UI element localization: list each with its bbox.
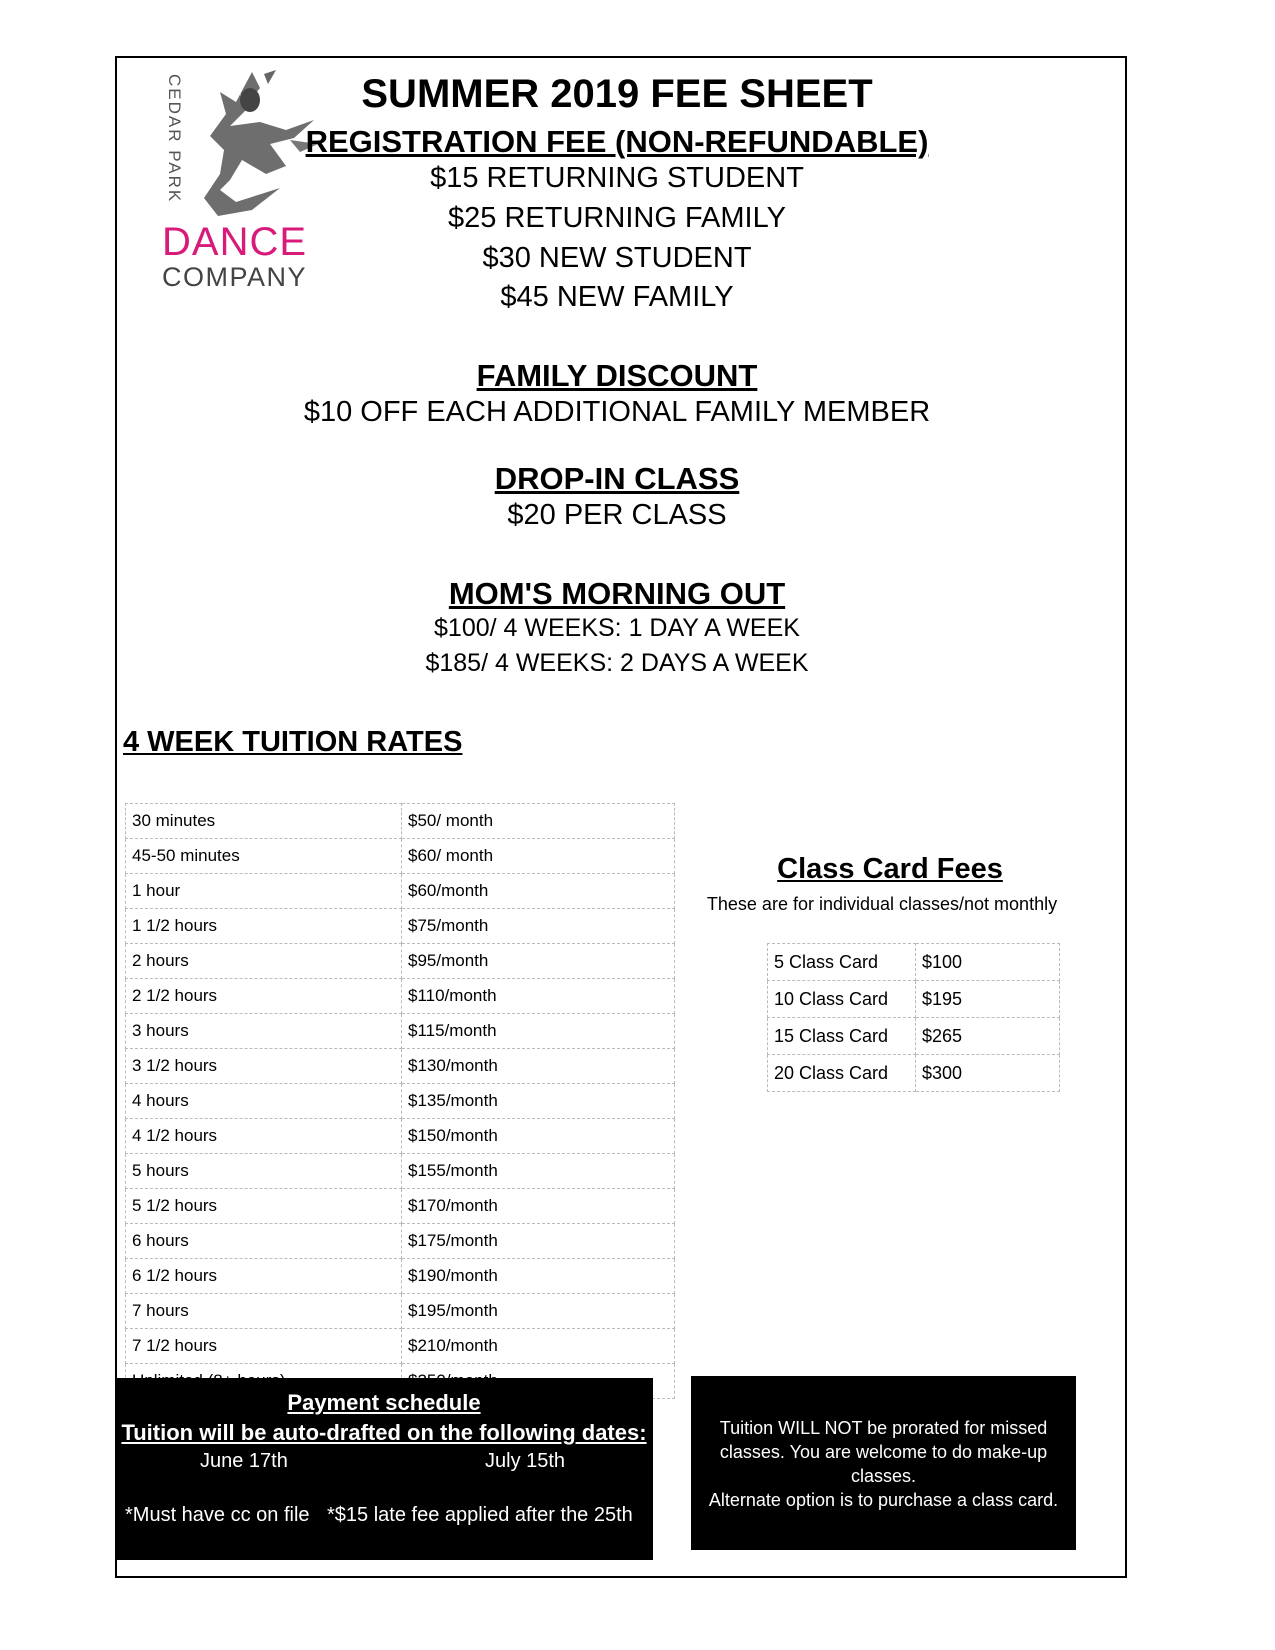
class-card-table (767, 943, 1060, 1092)
payment-heading: Payment schedule (287, 1390, 481, 1415)
tuition-table (125, 803, 675, 1399)
registration-line: $30 NEW STUDENT (482, 242, 752, 274)
row-price: $265 (916, 1018, 1060, 1055)
drop-in-heading: DROP-IN CLASS (494, 461, 740, 496)
row-price: $50/ month (402, 804, 675, 839)
registration-line: $15 RETURNING STUDENT (430, 162, 804, 194)
row-price: $155/month (402, 1154, 675, 1189)
fee-sheet (115, 56, 1127, 1578)
moms-morning-line: $185/ 4 WEEKS: 2 DAYS A WEEK (425, 649, 809, 677)
row-label: 2 hours (126, 944, 402, 979)
row-price: $170/month (402, 1189, 675, 1224)
tuition-row (126, 1154, 675, 1189)
row-label: 6 hours (126, 1224, 402, 1259)
payment-note: *Must have cc on file (125, 1504, 310, 1526)
logo-company-text: COMPANY (162, 262, 308, 292)
row-price: $95/month (402, 944, 675, 979)
row-label: 6 1/2 hours (126, 1259, 402, 1294)
row-price: $150/month (402, 1119, 675, 1154)
tuition-row (126, 839, 675, 874)
row-price: $135/month (402, 1084, 675, 1119)
row-label: 1 hour (126, 874, 402, 909)
row-price: $60/month (402, 874, 675, 909)
row-price: $210/month (402, 1329, 675, 1364)
row-label: 5 hours (126, 1154, 402, 1189)
payment-date: July 15th (485, 1450, 566, 1472)
tuition-row (126, 1329, 675, 1364)
tuition-row (126, 1224, 675, 1259)
moms-morning-line: $100/ 4 WEEKS: 1 DAY A WEEK (434, 614, 800, 642)
row-label: 10 Class Card (768, 981, 916, 1018)
class-card-row (768, 981, 1060, 1018)
drop-in-text: $20 PER CLASS (507, 499, 727, 531)
family-discount-text: $10 OFF EACH ADDITIONAL FAMILY MEMBER (303, 396, 931, 428)
row-label: 7 hours (126, 1294, 402, 1329)
proration-note-box (691, 1376, 1076, 1550)
tuition-row (126, 1014, 675, 1049)
tuition-row (126, 1189, 675, 1224)
row-label: 1 1/2 hours (126, 909, 402, 944)
row-price: $195 (916, 981, 1060, 1018)
page-title: SUMMER 2019 FEE SHEET (361, 72, 873, 116)
tuition-row (126, 874, 675, 909)
row-price: $100 (916, 944, 1060, 981)
row-label: 2 1/2 hours (126, 979, 402, 1014)
class-card-row (768, 1055, 1060, 1092)
row-label: 15 Class Card (768, 1018, 916, 1055)
row-label: 5 1/2 hours (126, 1189, 402, 1224)
class-card-row (768, 1018, 1060, 1055)
registration-line: $25 RETURNING FAMILY (448, 202, 786, 234)
class-card-heading: Class Card Fees (777, 853, 1003, 885)
family-discount-heading: FAMILY DISCOUNT (476, 358, 758, 393)
proration-note: Tuition WILL NOT be prorated for missed classes. You are welcome to do make-up classes. Alternate option is to purchase a class card. (708, 1418, 1059, 1510)
row-label: 7 1/2 hours (126, 1329, 402, 1364)
row-label: 30 minutes (126, 804, 402, 839)
registration-line: $45 NEW FAMILY (500, 281, 734, 313)
tuition-row (126, 1084, 675, 1119)
row-label: 4 1/2 hours (126, 1119, 402, 1154)
row-price: $130/month (402, 1049, 675, 1084)
tuition-row (126, 1119, 675, 1154)
row-label: 45-50 minutes (126, 839, 402, 874)
row-price: $195/month (402, 1294, 675, 1329)
row-label: 3 hours (126, 1014, 402, 1049)
payment-note: *$15 late fee applied after the 25th (327, 1504, 633, 1526)
row-price: $110/month (402, 979, 675, 1014)
tuition-heading: 4 WEEK TUITION RATES (123, 726, 463, 758)
payment-schedule-box (115, 1378, 653, 1560)
row-price: $115/month (402, 1014, 675, 1049)
row-label: 20 Class Card (768, 1055, 916, 1092)
row-label: 3 1/2 hours (126, 1049, 402, 1084)
row-price: $190/month (402, 1259, 675, 1294)
class-card-subheading: These are for individual classes/not monthly (706, 894, 1058, 914)
row-price: $75/month (402, 909, 675, 944)
row-price: $300 (916, 1055, 1060, 1092)
logo-cedar-park-text: CEDAR PARK (165, 74, 184, 204)
row-price: $175/month (402, 1224, 675, 1259)
tuition-row (126, 1294, 675, 1329)
row-label: 5 Class Card (768, 944, 916, 981)
tuition-row (126, 944, 675, 979)
tuition-row (126, 1049, 675, 1084)
tuition-row (126, 909, 675, 944)
row-price: $60/ month (402, 839, 675, 874)
tuition-row (126, 804, 675, 839)
row-label: 4 hours (126, 1084, 402, 1119)
payment-date: June 17th (200, 1450, 288, 1472)
registration-heading: REGISTRATION FEE (NON-REFUNDABLE) (305, 124, 929, 159)
tuition-row (126, 979, 675, 1014)
moms-morning-heading: MOM'S MORNING OUT (448, 576, 786, 611)
logo-dance-text: DANCE (162, 220, 308, 264)
class-card-row (768, 944, 1060, 981)
tuition-row (126, 1259, 675, 1294)
payment-subheading: Tuition will be auto-drafted on the following dates: (121, 1420, 647, 1445)
